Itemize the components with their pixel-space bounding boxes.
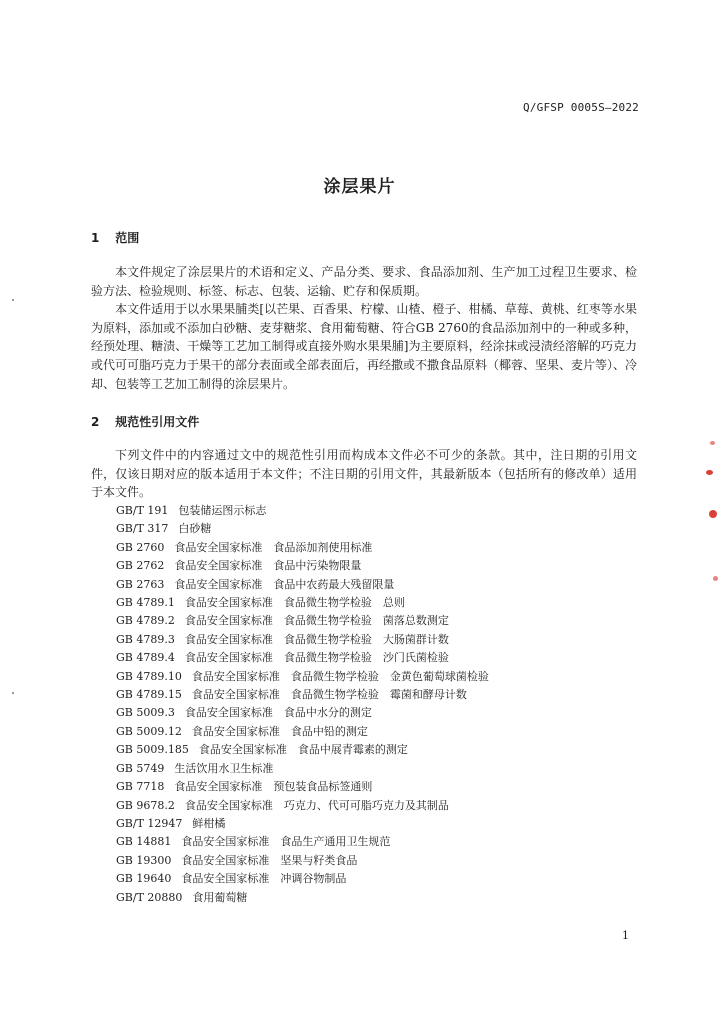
reference-name: 生活饮用水卫生标准 <box>174 761 274 775</box>
reference-item <box>116 797 636 815</box>
reference-code: GB 5749 <box>116 761 165 775</box>
reference-item <box>116 870 636 888</box>
reference-item <box>116 686 636 704</box>
reference-code: GB/T 317 <box>116 522 169 536</box>
reference-name: 鲜柑橘 <box>192 816 226 830</box>
reference-code: GB/T 20880 <box>116 890 183 904</box>
reference-name: 食品安全国家标准 食品添加剂使用标准 <box>174 540 373 554</box>
reference-item <box>116 631 636 649</box>
reference-item <box>116 649 636 667</box>
document-title: 涂层果片 <box>323 177 396 197</box>
reference-item <box>116 815 636 833</box>
reference-name: 食品安全国家标准 坚果与籽类食品 <box>181 853 358 867</box>
page-number: 1 <box>622 929 629 942</box>
reference-code: GB/T 191 <box>116 504 169 517</box>
section-1-body <box>91 263 637 393</box>
reference-name: 食品安全国家标准 食品微生物学检验 大肠菌群计数 <box>184 632 449 646</box>
reference-name: 食品安全国家标准 预包装食品标签通则 <box>174 780 373 794</box>
reference-code: GB 2762 <box>116 559 165 573</box>
reference-item <box>116 778 636 796</box>
reference-name: 食品安全国家标准 冲调谷物制品 <box>181 872 347 886</box>
reference-name: 包装储运图示标志 <box>178 504 267 517</box>
reference-code: GB 19640 <box>116 872 172 886</box>
scan-dot <box>12 692 14 694</box>
reference-code: GB 2763 <box>116 577 165 591</box>
scope-paragraph-1: 本文件规定了涂层果片的术语和定义、产品分类、要求、食品添加剂、生产加工过程卫生要求、检验方法、检验规则、标签、标志、包装、运输、贮存和保质期。 <box>91 265 637 298</box>
reference-item <box>116 539 636 557</box>
reference-item <box>116 668 636 686</box>
reference-code: GB 4789.2 <box>116 614 175 628</box>
section-2-number: 2 <box>91 415 100 429</box>
reference-name: 食用葡萄糖 <box>192 890 248 904</box>
reference-code: GB 4789.4 <box>116 651 175 665</box>
reference-item <box>116 760 636 778</box>
reference-name: 食品安全国家标准 食品微生物学检验 沙门氏菌检验 <box>184 651 449 665</box>
reference-item <box>116 612 636 630</box>
stamp-fragment <box>710 441 715 445</box>
reference-code: GB 4789.1 <box>116 596 175 610</box>
reference-name: 白砂糖 <box>178 522 212 536</box>
reference-code: GB 4789.15 <box>116 688 182 702</box>
reference-code: GB 4789.3 <box>116 632 175 646</box>
reference-name: 食品安全国家标准 食品中水分的测定 <box>184 706 372 720</box>
reference-name: 食品安全国家标准 食品中污染物限量 <box>174 559 362 573</box>
reference-item <box>116 833 636 851</box>
reference-item <box>116 502 636 520</box>
reference-name: 食品安全国家标准 食品微生物学检验 霉菌和酵母计数 <box>191 688 467 702</box>
reference-item <box>116 557 636 575</box>
reference-code: GB 4789.10 <box>116 669 182 683</box>
section-2-heading <box>91 413 199 430</box>
reference-name: 食品安全国家标准 食品中展青霉素的测定 <box>198 743 408 757</box>
reference-item <box>116 520 636 538</box>
reference-item <box>116 741 636 759</box>
reference-code: GB 2760 <box>116 540 165 554</box>
stamp-fragment <box>709 510 717 518</box>
scan-dot <box>12 299 14 301</box>
standard-code: Q/GFSP 0005S—2022 <box>523 101 639 114</box>
reference-name: 食品安全国家标准 食品微生物学检验 总则 <box>184 596 405 610</box>
reference-item <box>116 594 636 612</box>
reference-code: GB/T 12947 <box>116 816 183 830</box>
reference-code: GB 5009.12 <box>116 724 182 738</box>
reference-name: 食品安全国家标准 食品微生物学检验 菌落总数测定 <box>184 614 449 628</box>
reference-list <box>116 502 636 907</box>
reference-code: GB 5009.3 <box>116 706 175 720</box>
section-1-title: 范围 <box>115 231 140 245</box>
reference-item <box>116 723 636 741</box>
section-2-intro <box>91 446 637 502</box>
reference-name: 食品安全国家标准 食品中铅的测定 <box>191 724 368 738</box>
scope-paragraph-2: 本文件适用于以水果果脯类[以芒果、百香果、柠檬、山楂、橙子、柑橘、草莓、黄桃、红枣等水果为原料，添加或不添加白砂糖、麦芽糖浆、食用葡萄糖、符合GB 2760的食品添加剂中的一种或多种，经预处理、糖渍、干燥等工艺加工制得或直接外购水果果脯]为主要原料，经涂抹或浸渍经溶解的巧克力或代可可脂巧克力于果干的部分表面或全部表面后，再经撒或不撒食品原料（椰蓉、坚果、麦片等）、冷却、包装等工艺加工制得的涂层果片。 <box>91 302 638 391</box>
stamp-fragment <box>706 470 713 475</box>
section-1-heading <box>91 229 139 246</box>
reference-name: 食品安全国家标准 巧克力、代可可脂巧克力及其制品 <box>184 798 449 812</box>
reference-code: GB 7718 <box>116 780 165 794</box>
reference-name: 食品安全国家标准 食品微生物学检验 金黄色葡萄球菌检验 <box>191 669 489 683</box>
reference-item <box>116 704 636 722</box>
reference-item <box>116 889 636 907</box>
section-2-title: 规范性引用文件 <box>115 415 200 429</box>
reference-item <box>116 576 636 594</box>
reference-code: GB 14881 <box>116 835 172 849</box>
reference-code: GB 5009.185 <box>116 743 189 757</box>
reference-code: GB 19300 <box>116 853 172 867</box>
references-intro-paragraph: 下列文件中的内容通过文中的规范性引用而构成本文件必不可少的条款。其中，注日期的引用文件，仅该日期对应的版本适用于本文件；不注日期的引用文件，其最新版本（包括所有的修改单）适用于本文件。 <box>91 448 637 500</box>
section-1-number: 1 <box>91 231 100 245</box>
reference-item <box>116 852 636 870</box>
reference-name: 食品安全国家标准 食品生产通用卫生规范 <box>181 835 391 849</box>
reference-name: 食品安全国家标准 食品中农药最大残留限量 <box>174 577 395 591</box>
reference-code: GB 9678.2 <box>116 798 175 812</box>
stamp-fragment <box>713 576 718 581</box>
